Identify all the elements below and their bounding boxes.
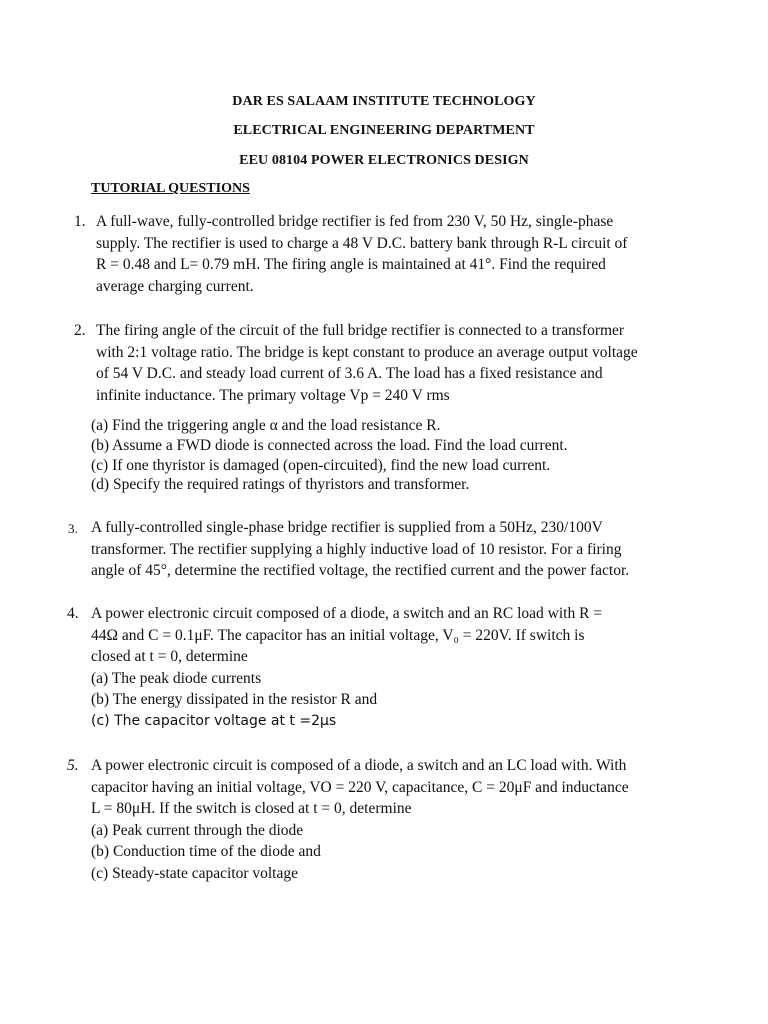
question-part: (d) Specify the required ratings of thyristors and transformer.	[91, 476, 470, 494]
question-1	[96, 211, 678, 297]
question-number: 4.	[67, 605, 79, 622]
question-3	[91, 517, 678, 582]
question-part: (a) Find the triggering angle α and the load resistance R.	[91, 417, 441, 434]
question-number: 2.	[74, 322, 86, 339]
question-line: A power electronic circuit composed of a diode, a switch and an RC load with R =	[91, 605, 603, 622]
question-line: The firing angle of the circuit of the full bridge rectifier is connected to a transformer	[96, 322, 625, 339]
department-title: ELECTRICAL ENGINEERING DEPARTMENT	[233, 123, 535, 138]
question-number: 3.	[68, 521, 78, 536]
question-2-parts	[91, 416, 691, 495]
question-line: angle of 45°, determine the rectified voltage, the rectified current and the power factor.	[91, 562, 630, 580]
question-2	[96, 320, 678, 406]
question-line: closed at t = 0, determine	[91, 648, 248, 666]
question-part: (c) The capacitor voltage at t =2μs	[91, 712, 337, 729]
question-line: A fully-controlled single-phase bridge rectifier is supplied from a 50Hz, 230/100V	[91, 519, 603, 536]
question-line: A power electronic circuit is composed of a diode, a switch and an LC load with. With	[91, 757, 627, 774]
question-part: (c) Steady-state capacitor voltage	[91, 864, 298, 882]
section-title: TUTORIAL QUESTIONS	[91, 181, 250, 196]
question-part: (b) Conduction time of the diode and	[91, 843, 321, 861]
question-line: A full-wave, fully-controlled bridge rectifier is fed from 230 V, 50 Hz, single-phase	[96, 213, 614, 230]
question-line: 44Ω and C = 0.1μF. The capacitor has an initial voltage, V₀ = 220V. If switch is	[91, 626, 585, 644]
question-line: with 2:1 voltage ratio. The bridge is kept constant to produce an average output voltage	[96, 343, 638, 361]
question-part: (b) Assume a FWD diode is connected across the load. Find the load current.	[91, 436, 568, 454]
question-line: transformer. The rectifier supplying a highly inductive load of 10 resistor. For a firing	[91, 540, 622, 558]
question-line: R = 0.48 and L= 0.79 mH. The firing angle is maintained at 41°. Find the required	[96, 256, 606, 274]
question-5	[91, 755, 678, 885]
question-line: capacitor having an initial voltage, VO = 220 V, capacitance, C = 20μF and inductance	[91, 778, 629, 796]
question-4	[91, 603, 678, 733]
course-title: EEU 08104 POWER ELECTRONICS DESIGN	[239, 153, 529, 168]
question-line: infinite inductance. The primary voltage Vp = 240 V rms	[96, 386, 450, 404]
question-line: average charging current.	[96, 277, 254, 295]
question-line: of 54 V D.C. and steady load current of 3.6 A. The load has a fixed resistance and	[96, 365, 603, 383]
institute-title: DAR ES SALAAM INSTITUTE TECHNOLOGY	[232, 94, 536, 109]
question-line: L = 80μH. If the switch is closed at t = 0, determine	[91, 800, 412, 818]
question-part: (a) The peak diode currents	[91, 669, 262, 687]
question-number: 1.	[74, 213, 86, 230]
question-number: 5.	[67, 757, 79, 774]
question-line: supply. The rectifier is used to charge a 48 V D.C. battery bank through R-L circuit of	[96, 234, 628, 252]
question-part: (a) Peak current through the diode	[91, 821, 304, 839]
question-part: (c) If one thyristor is damaged (open-circuited), find the new load current.	[91, 456, 551, 474]
question-part: (b) The energy dissipated in the resistor R and	[91, 691, 378, 709]
